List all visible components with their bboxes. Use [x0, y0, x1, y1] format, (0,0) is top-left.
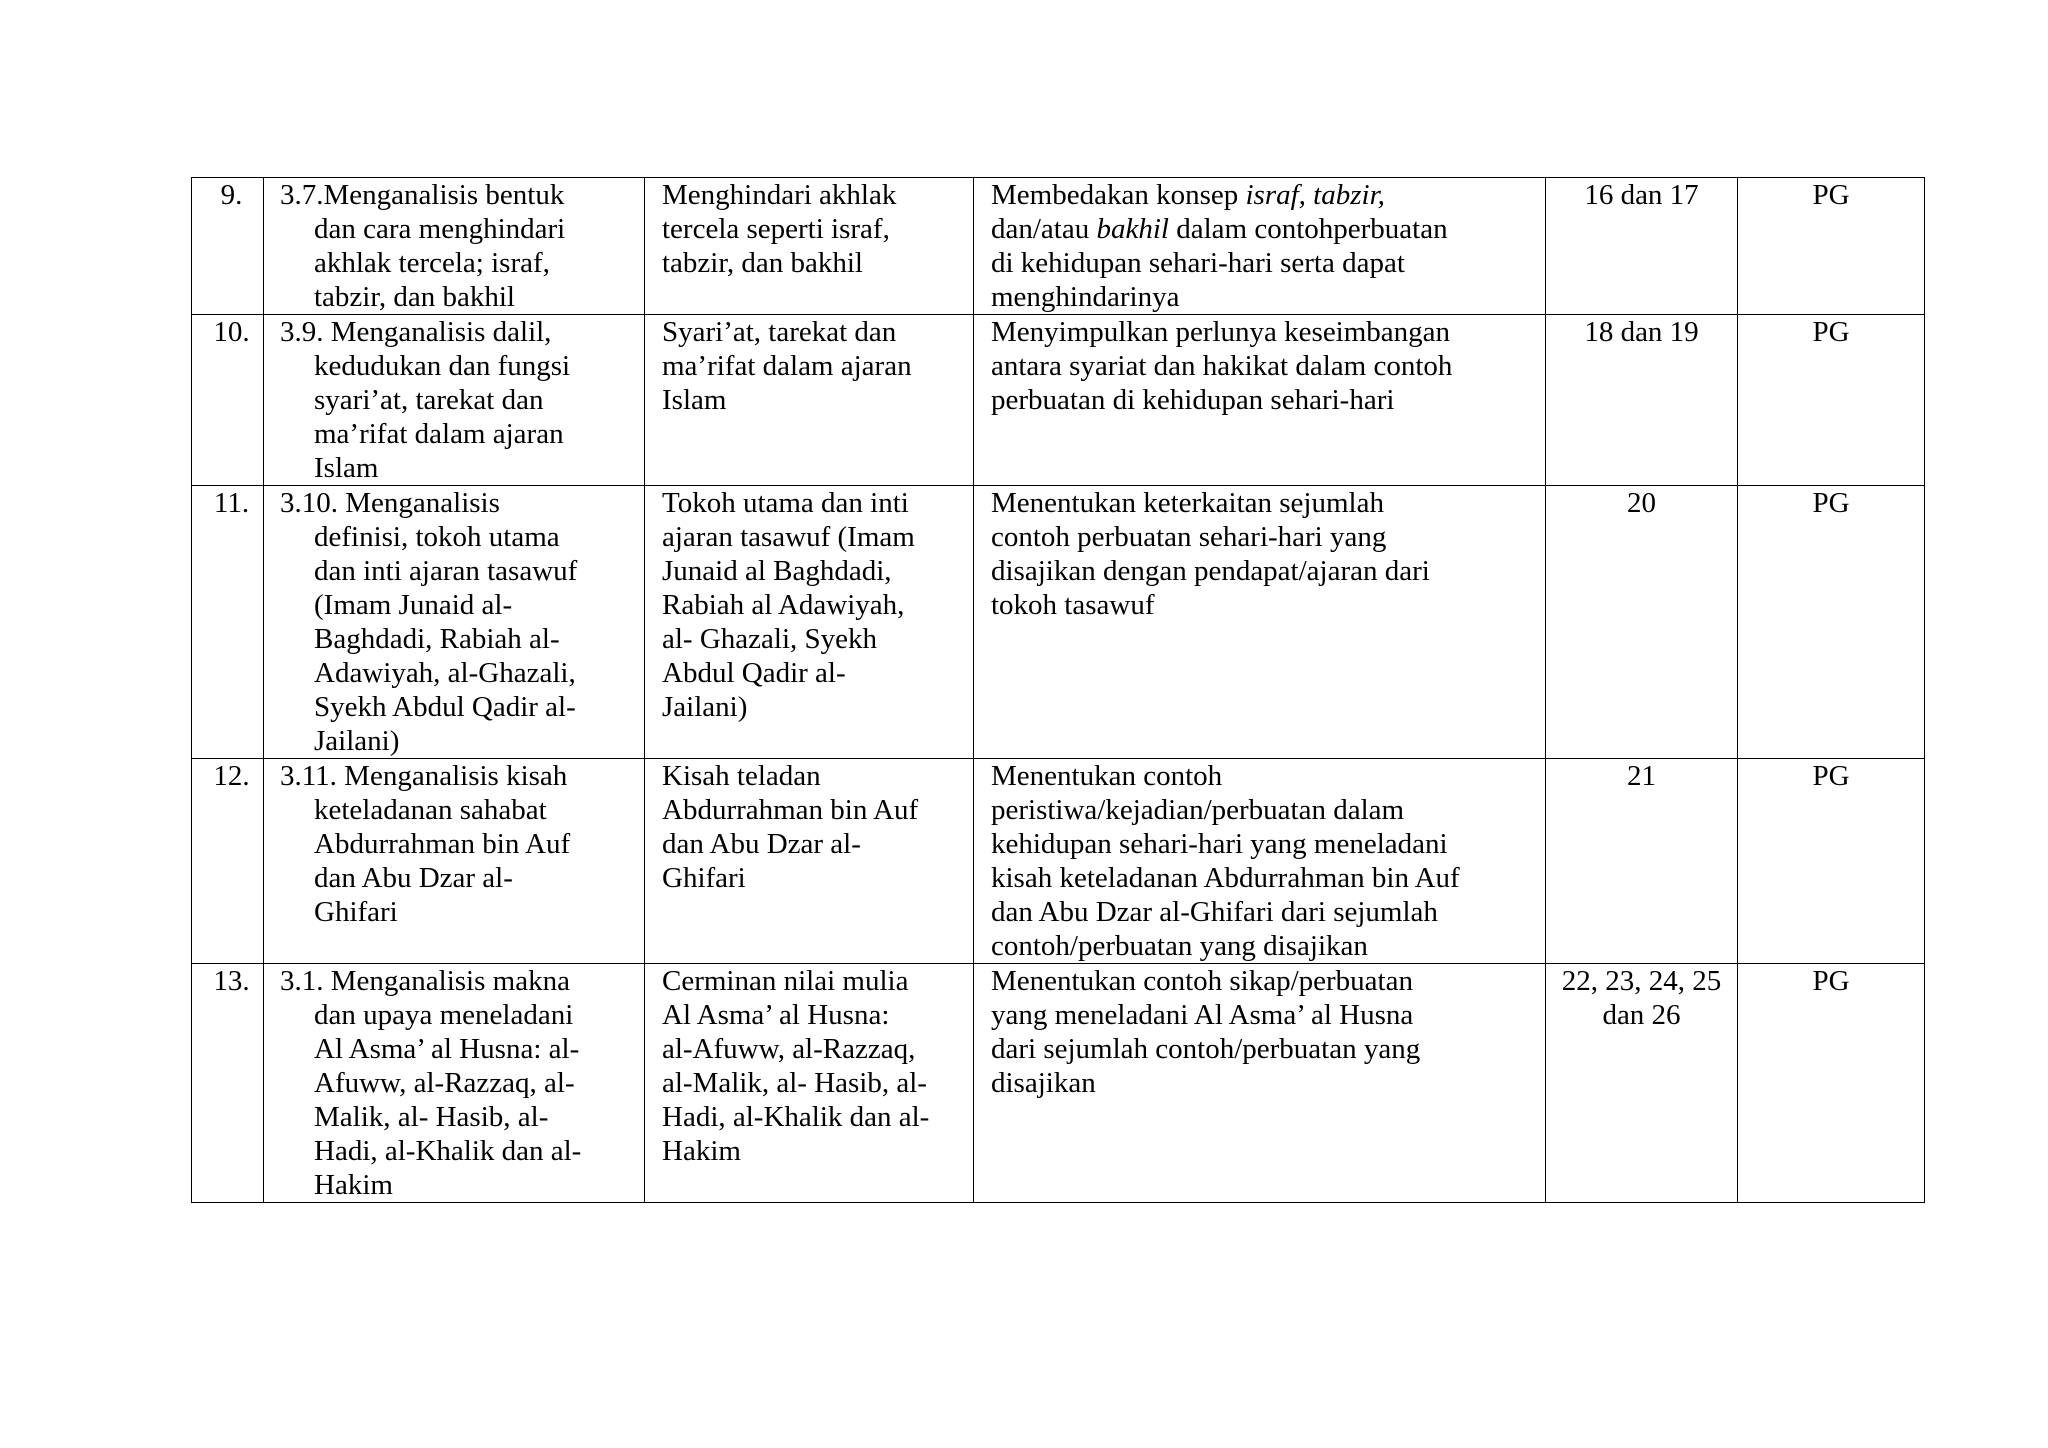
- indikator-cell: Membedakan konsep israf, tabzir, dan/atau bakhil dalam contohperbuatan di kehidupan sehari-hari serta dapat menghindarinya: [974, 178, 1546, 315]
- bentuk-soal-cell: PG: [1738, 315, 1925, 486]
- table-row: [192, 315, 1925, 486]
- kompetensi-dasar-cell: 3.7.Menganalisis bentuk dan cara menghindari akhlak tercela; israf, tabzir, dan bakhil: [264, 178, 645, 315]
- kompetensi-dasar-cell: 3.9. Menganalisis dalil, kedudukan dan fungsi syari’at, tarekat dan ma’rifat dalam ajaran Islam: [264, 315, 645, 486]
- kompetensi-dasar-cell: 3.10. Menganalisis definisi, tokoh utama dan inti ajaran tasawuf (Imam Junaid al- Baghdadi, Rabiah al- Adawiyah, al-Ghazali, Syekh Abdul Qadir al- Jailani): [264, 486, 645, 759]
- nomor-soal-cell: 21: [1546, 759, 1738, 964]
- materi-cell: Menghindari akhlak tercela seperti israf, tabzir, dan bakhil: [645, 178, 974, 315]
- table-row: [192, 178, 1925, 315]
- table-row: [192, 759, 1925, 964]
- kompetensi-dasar-cell: 3.1. Menganalisis makna dan upaya meneladani Al Asma’ al Husna: al- Afuww, al-Razzaq, al- Malik, al- Hasib, al- Hadi, al-Khalik dan al- Hakim: [264, 964, 645, 1203]
- row-number: 12.: [192, 759, 264, 964]
- row-number: 11.: [192, 486, 264, 759]
- nomor-soal-cell: 20: [1546, 486, 1738, 759]
- materi-cell: Syari’at, tarekat dan ma’rifat dalam ajaran Islam: [645, 315, 974, 486]
- indikator-cell: Menyimpulkan perlunya keseimbangan antara syariat dan hakikat dalam contoh perbuatan di kehidupan sehari-hari: [974, 315, 1546, 486]
- indikator-cell: Menentukan contoh sikap/perbuatan yang meneladani Al Asma’ al Husna dari sejumlah contoh/perbuatan yang disajikan: [974, 964, 1546, 1203]
- materi-cell: Cerminan nilai mulia Al Asma’ al Husna: al-Afuww, al-Razzaq, al-Malik, al- Hasib, al- Hadi, al-Khalik dan al- Hakim: [645, 964, 974, 1203]
- kompetensi-dasar-cell: 3.11. Menganalisis kisah keteladanan sahabat Abdurrahman bin Auf dan Abu Dzar al- Ghifari: [264, 759, 645, 964]
- materi-cell: Tokoh utama dan inti ajaran tasawuf (Imam Junaid al Baghdadi, Rabiah al Adawiyah, al- Ghazali, Syekh Abdul Qadir al- Jailani): [645, 486, 974, 759]
- table-row: [192, 486, 1925, 759]
- row-number: 13.: [192, 964, 264, 1203]
- bentuk-soal-cell: PG: [1738, 964, 1925, 1203]
- row-number: 9.: [192, 178, 264, 315]
- nomor-soal-cell: 22, 23, 24, 25 dan 26: [1546, 964, 1738, 1203]
- indikator-cell: Menentukan contoh peristiwa/kejadian/perbuatan dalam kehidupan sehari-hari yang meneladani kisah keteladanan Abdurrahman bin Auf dan Abu Dzar al-Ghifari dari sejumlah contoh/perbuatan yang disajikan: [974, 759, 1546, 964]
- bentuk-soal-cell: PG: [1738, 759, 1925, 964]
- row-number: 10.: [192, 315, 264, 486]
- nomor-soal-cell: 16 dan 17: [1546, 178, 1738, 315]
- materi-cell: Kisah teladan Abdurrahman bin Auf dan Abu Dzar al- Ghifari: [645, 759, 974, 964]
- bentuk-soal-cell: PG: [1738, 486, 1925, 759]
- table-row: [192, 964, 1925, 1203]
- kisi-kisi-table: [191, 177, 1925, 1203]
- nomor-soal-cell: 18 dan 19: [1546, 315, 1738, 486]
- indikator-cell: Menentukan keterkaitan sejumlah contoh perbuatan sehari-hari yang disajikan dengan pendapat/ajaran dari tokoh tasawuf: [974, 486, 1546, 759]
- bentuk-soal-cell: PG: [1738, 178, 1925, 315]
